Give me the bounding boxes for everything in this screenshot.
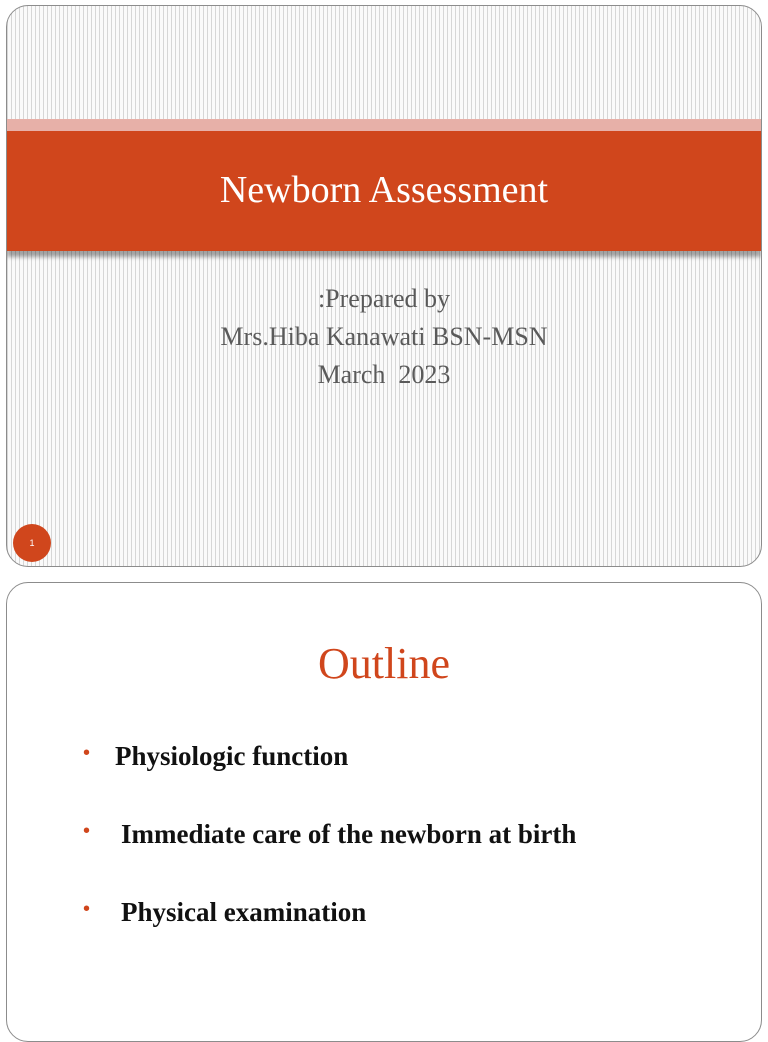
outline-item-text: Physical examination — [121, 897, 367, 927]
outline-item-text: Immediate care of the newborn at birth — [121, 819, 577, 849]
slide-title: Newborn Assessment — [219, 169, 549, 211]
title-slide — [6, 5, 762, 567]
bullet-icon: • — [83, 898, 91, 920]
outline-heading: Outline — [318, 639, 450, 688]
bullet-icon: • — [83, 820, 91, 842]
outline-slide — [6, 582, 762, 1042]
title-band-accent — [7, 119, 761, 131]
author-name: Mrs.Hiba Kanawati BSN-MSN — [220, 322, 548, 351]
prepared-by-label: :Prepared by — [317, 284, 451, 313]
bullet-icon: • — [83, 742, 91, 764]
page-number-badge: 1 — [13, 524, 51, 562]
outline-item-text: Physiologic function — [115, 741, 349, 771]
presentation-date: March 2023 — [317, 360, 451, 389]
